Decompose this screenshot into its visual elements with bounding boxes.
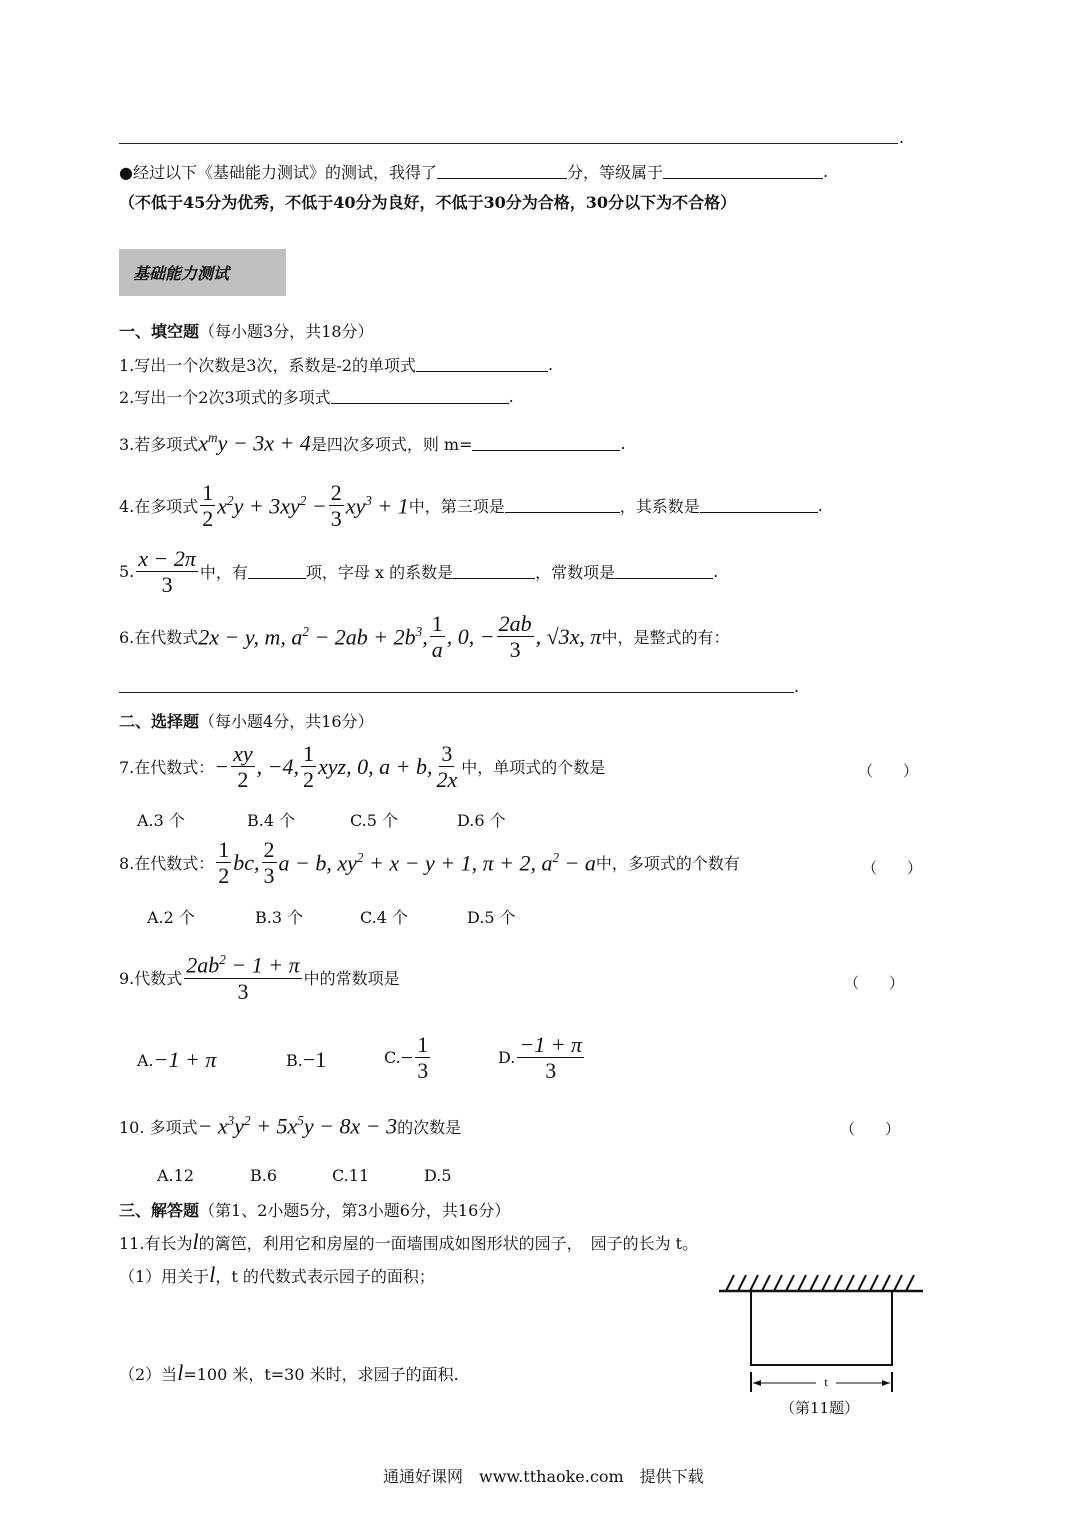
part3-heading bbox=[119, 1198, 510, 1221]
q11-mid: 的篱笆，利用它和房屋的一面墙围成如图形状的园子， 园子的长为 t。 bbox=[198, 1233, 699, 1253]
q10-option-c[interactable]: C.11 bbox=[332, 1166, 370, 1185]
q8-option-c[interactable]: C.4 个 bbox=[360, 908, 409, 927]
q4-formula-a: $x^2y + 3xy^2$ − bbox=[217, 492, 327, 518]
q5-const-blank[interactable] bbox=[615, 564, 713, 579]
part3-note: （第1、2小题5分，第3小题6分，共16分） bbox=[199, 1201, 511, 1220]
q11-2-prefix: （2）当 bbox=[119, 1364, 178, 1384]
q7-prefix: 7.在代数式： bbox=[119, 758, 215, 778]
q6-end: 中，是整式的有： bbox=[601, 628, 730, 648]
q5-coef-blank[interactable] bbox=[453, 564, 535, 579]
q9-end: 中的常数项是 bbox=[303, 969, 400, 989]
q8-answer-paren[interactable]: （ ） bbox=[862, 859, 923, 877]
q6-formula-b: , 0, − bbox=[446, 623, 495, 649]
question-1: 1.写出一个次数是3次，系数是-2的单项式 . bbox=[119, 355, 554, 375]
q6-formula-a: 2x − y, m, $a^2 - 2ab + 2b^3$, bbox=[198, 623, 428, 649]
q10-end: 的次数是 bbox=[397, 1117, 462, 1137]
part1-heading bbox=[119, 319, 374, 342]
q7-frac-xy: $\frac{xy}{2}$ bbox=[233, 741, 253, 793]
q9-answer-paren[interactable]: （ ） bbox=[844, 974, 905, 992]
q8-formula-a: bc, bbox=[233, 849, 260, 875]
question-4: 4.在多项式 $\frac{1}{2}$ $x^2y + 3xy^2$ − $\frac{2}{3}$ $xy^3 + 1$ 中，第三项是 ，其系数是 . bbox=[119, 480, 823, 532]
q9-option-b-label: B. bbox=[286, 1050, 303, 1070]
section-heading bbox=[119, 249, 286, 296]
part3-title: 三、解答题 bbox=[119, 1201, 200, 1220]
question-8 bbox=[119, 837, 740, 889]
q7-answer-paren[interactable]: （ ） bbox=[858, 762, 919, 780]
page-footer: 通通好课网 www.tthaoke.com 提供下载 bbox=[383, 1467, 704, 1486]
q7-formula-a: , −4, bbox=[256, 753, 300, 779]
q3-blank[interactable] bbox=[472, 436, 620, 451]
q5-b: 项，字母 x 的系数是 bbox=[305, 563, 454, 583]
q2-blank[interactable] bbox=[331, 389, 509, 404]
q7-frac-3-2x: $\frac{3}{2x}$ bbox=[436, 741, 458, 793]
q6-frac-1a: $\frac{1}{a}$ bbox=[431, 611, 443, 663]
q11-1-prefix: （1）用关于 bbox=[119, 1266, 210, 1286]
q7-end: 中，单项式的个数是 bbox=[461, 758, 606, 778]
question-11 bbox=[119, 1229, 698, 1255]
dim-label-t: t bbox=[824, 1375, 828, 1389]
garden-rectangle bbox=[751, 1291, 892, 1365]
q7-minus: − bbox=[214, 753, 230, 779]
q9-option-b-value: −1 bbox=[302, 1047, 327, 1072]
part2-note: （每小题4分，共16分） bbox=[199, 712, 374, 731]
q9-option-a[interactable] bbox=[137, 1047, 216, 1073]
q10-answer-paren[interactable]: （ ） bbox=[840, 1120, 901, 1138]
question-10 bbox=[119, 1113, 461, 1139]
dim-arrow-left bbox=[753, 1380, 761, 1386]
q11-1-end: ，t 的代数式表示园子的面积； bbox=[215, 1266, 435, 1286]
q8-frac-half: $\frac{1}{2}$ bbox=[218, 837, 230, 889]
section-title: 基础能力测试 bbox=[133, 264, 230, 283]
grading-note: （不低于45分为优秀，不低于40分为良好，不低于30分为合格，30分以下为不合格） bbox=[119, 193, 737, 212]
question-7 bbox=[119, 741, 605, 793]
q4-frac-twothirds: $\frac{2}{3}$ bbox=[330, 480, 342, 532]
q9-prefix: 9.代数式 bbox=[119, 969, 183, 989]
q4-end: ，其系数是 bbox=[619, 497, 700, 517]
q4-prefix: 4.在多项式 bbox=[119, 497, 199, 517]
part1-note: （每小题3分，共18分） bbox=[199, 322, 374, 341]
q9-option-c[interactable] bbox=[384, 1032, 432, 1084]
q8-option-a[interactable]: A.2 个 bbox=[147, 908, 195, 927]
q7-option-d[interactable]: D.6 个 bbox=[457, 811, 506, 830]
q6-formula-c: , √3x, π bbox=[535, 623, 602, 649]
question-2: 2.写出一个2次3项式的多项式 . bbox=[119, 387, 514, 407]
score-blank[interactable] bbox=[437, 164, 567, 179]
q9-option-c-label: C. bbox=[384, 1048, 401, 1068]
q9-option-c-frac: $\frac{1}{3}$ bbox=[417, 1032, 429, 1084]
q5-terms-blank[interactable] bbox=[248, 564, 306, 579]
part2-title: 二、选择题 bbox=[119, 712, 200, 731]
q11-2-end: =100 米，t=30 米时，求园子的面积. bbox=[183, 1364, 459, 1384]
q9-option-d-label: D. bbox=[498, 1048, 516, 1068]
q9-option-b[interactable] bbox=[286, 1047, 326, 1073]
q8-formula-b: a − b, $xy^2 + x - y + 1$, π + 2, $a^2 - a$ bbox=[278, 849, 596, 875]
q1-text: 1.写出一个次数是3次，系数是-2的单项式 bbox=[119, 356, 417, 375]
q4-mid: 中，第三项是 bbox=[408, 497, 505, 517]
question-6 bbox=[119, 611, 729, 663]
q3-formula: $x^my - 3x + 4$ bbox=[198, 430, 311, 456]
q5-prefix: 5. bbox=[119, 562, 135, 582]
q10-formula: − $x^3y^2 + 5x^5y - 8x - 3$ bbox=[197, 1113, 398, 1139]
question-9 bbox=[119, 952, 400, 1004]
score-end: . bbox=[822, 162, 829, 181]
q8-option-b[interactable]: B.3 个 bbox=[255, 908, 304, 927]
q9-option-d-frac: $\frac{-1 + \pi}{3}$ bbox=[519, 1032, 583, 1084]
q8-end: 中，多项式的个数有 bbox=[595, 854, 740, 874]
q9-option-a-label: A. bbox=[137, 1050, 154, 1070]
q6-prefix: 6.在代数式 bbox=[119, 628, 199, 648]
dim-arrow-right bbox=[882, 1380, 890, 1386]
figure-caption: （第11题） bbox=[780, 1399, 860, 1417]
q11-var-l: l bbox=[192, 1229, 199, 1254]
part2-heading bbox=[119, 709, 374, 732]
q11-prefix: 11.有长为 bbox=[119, 1233, 193, 1253]
q6-frac-2ab: $\frac{2ab}{3}$ bbox=[498, 611, 532, 663]
score-mid: 分，等级属于 bbox=[566, 163, 663, 182]
q6-line-period: . bbox=[794, 677, 800, 696]
part1-title: 一、填空题 bbox=[119, 322, 200, 341]
question-5: 5. $\frac{x - 2\pi}{3}$ 中，有 项，字母 x 的系数是 ，常数项是 . bbox=[119, 546, 719, 598]
q5-c: ，常数项是 bbox=[535, 563, 616, 583]
wall-hatching bbox=[726, 1275, 914, 1291]
score-line bbox=[119, 160, 828, 183]
q4-frac-half: $\frac{1}{2}$ bbox=[202, 480, 214, 532]
q3-prefix: 3.若多项式 bbox=[119, 434, 199, 454]
q11-2-var-l: l bbox=[177, 1360, 184, 1385]
q7-option-b[interactable]: B.4 个 bbox=[247, 811, 296, 830]
q9-fraction: $\frac{2ab^2 - 1 + \pi}{3}$ bbox=[186, 952, 300, 1004]
q5-fraction: $\frac{x - 2\pi}{3}$ bbox=[138, 546, 196, 598]
q10-option-a[interactable]: A.12 bbox=[157, 1166, 194, 1185]
q8-prefix: 8.在代数式： bbox=[119, 854, 215, 874]
q8-frac-twothirds: $\frac{2}{3}$ bbox=[263, 837, 275, 889]
q8-option-d[interactable]: D.5 个 bbox=[467, 908, 516, 927]
q9-option-c-minus: − bbox=[400, 1044, 414, 1070]
grade-blank[interactable] bbox=[663, 164, 823, 179]
q6-answer-line[interactable] bbox=[119, 692, 794, 693]
q4-formula-b: $xy^3 + 1$ bbox=[345, 492, 409, 518]
score-prefix: ●经过以下《基础能力测试》的测试，我得了 bbox=[119, 163, 437, 182]
q5-mid: 中，有 bbox=[199, 563, 248, 583]
q10-option-d[interactable]: D.5 bbox=[424, 1166, 452, 1185]
q4-term-blank[interactable] bbox=[505, 498, 620, 513]
q1-blank[interactable] bbox=[416, 357, 548, 372]
question-3: 3.若多项式 $x^my - 3x + 4$ 是四次多项式，则 m= . bbox=[119, 430, 626, 456]
q11-1-var-l: l bbox=[209, 1262, 216, 1287]
q7-option-c[interactable]: C.5 个 bbox=[350, 811, 399, 830]
q2-text: 2.写出一个2次3项式的多项式 bbox=[119, 388, 331, 407]
question-11-part-1 bbox=[119, 1262, 435, 1288]
q10-prefix: 10. 多项式 bbox=[119, 1117, 198, 1137]
q7-option-a[interactable]: A.3 个 bbox=[137, 811, 185, 830]
q7-frac-half: $\frac{1}{2}$ bbox=[303, 741, 315, 793]
top-line-period: . bbox=[899, 128, 905, 147]
q9-option-d[interactable] bbox=[498, 1032, 586, 1084]
q7-formula-b: xyz, 0, a + b, bbox=[318, 753, 433, 779]
question-11-part-2 bbox=[119, 1360, 459, 1386]
q10-option-b[interactable]: B.6 bbox=[250, 1166, 278, 1185]
q3-mid: 是四次多项式，则 m= bbox=[310, 434, 473, 454]
top-answer-line bbox=[119, 143, 898, 144]
q9-option-a-value: −1 + π bbox=[153, 1047, 217, 1072]
q4-coef-blank[interactable] bbox=[700, 498, 818, 513]
